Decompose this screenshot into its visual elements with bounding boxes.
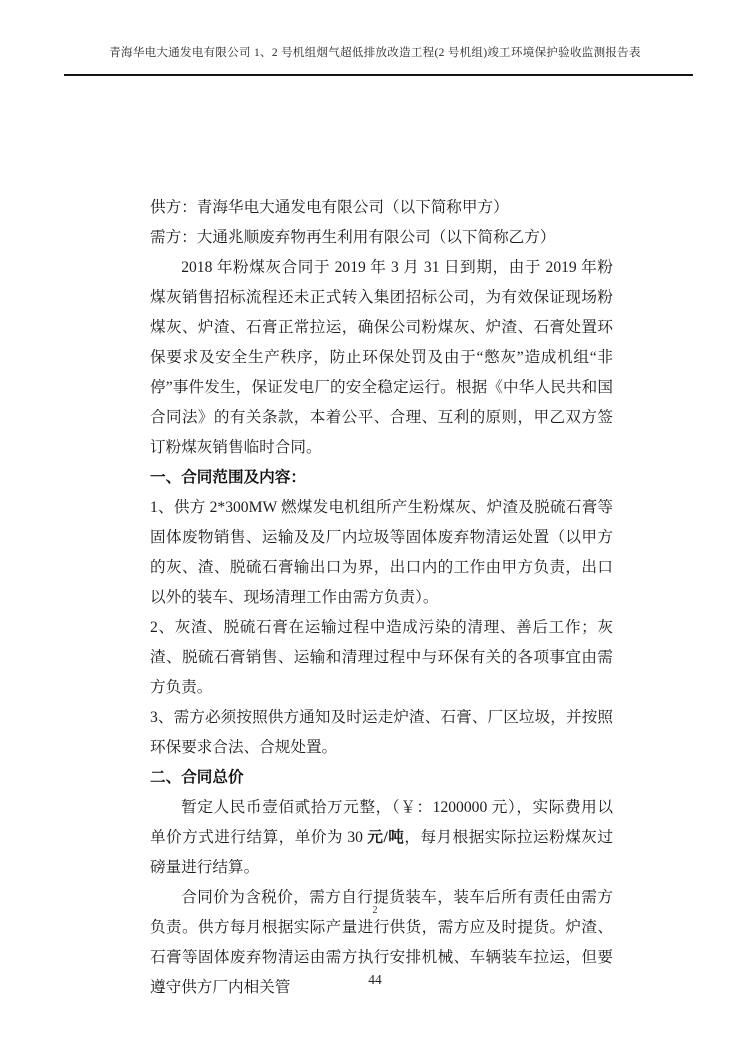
section1-item-2: 2、灰渣、脱硫石膏在运输过程中造成污染的清理、善后工作；灰渣、脱硫石膏销售、运输和清理过程中与环保有关的各项事宜由需方负责。	[150, 619, 613, 696]
contract-body	[150, 193, 613, 1003]
price-paragraph	[150, 793, 613, 883]
section1-item-1: 1、供方 2*300MW 燃煤发电机组所产生粉煤灰、炉渣及脱硫石膏等固体废物销售、运输及及厂内垃圾等固体废弃物清运处置（以甲方的灰、渣、脱硫石膏输出口为界，出口内的工作由甲方负责，出口以外的装车、现场清理工作由需方负责）。	[150, 499, 613, 606]
supplier-line: 供方：青海华电大通发电有限公司（以下简称甲方）	[150, 199, 509, 216]
price-unit-bold: 元/吨	[367, 829, 405, 846]
header-divider-rule	[64, 74, 693, 76]
buyer-line: 需方：大通兆顺废弃物再生利用有限公司（以下简称乙方）	[150, 229, 556, 246]
price-paragraph-before: 暂定人民币壹佰贰拾万元整，（￥：1200000 元），实际费用以单价方式进行结算，单价为 30	[150, 799, 613, 846]
section1-heading: 一、合同范围及内容：	[150, 469, 306, 486]
delivery-paragraph: 合同价为含税价，需方自行提货装车，装车后所有责任由需方负责。供方每月根据实际产量进行供货，需方应及时提货。炉渣、石膏等固体废弃物清运由需方执行安排机械、车辆装车拉运，但要遵守供方厂内相关管	[150, 889, 613, 996]
document-header-title: 青海华电大通发电有限公司 1、2 号机组烟气超低排放改造工程(2 号机组)竣工环境保护验收监测报告表	[109, 47, 641, 59]
section1-item-3: 3、需方必须按照供方通知及时运走炉渣、石膏、厂区垃圾，并按照环保要求合法、合规处置。	[150, 709, 613, 756]
preamble-paragraph: 2018 年粉煤灰合同于 2019 年 3 月 31 日到期，由于 2019 年粉煤灰销售招标流程还未正式转入集团招标公司，为有效保证现场粉煤灰、炉渣、石膏正常拉运，确保公司粉煤灰、炉渣、石膏处置环保要求及安全生产秩序，防止环保处罚及由于“憋灰”造成机组“非停”事件发生，保证发电厂的安全稳定运行。根据《中华人民共和国合同法》的有关条款，本着公平、合理、互利的原则，甲乙双方签订粉煤灰销售临时合同。	[150, 259, 613, 456]
inner-page-number: 2	[372, 905, 378, 916]
section2-heading: 二、合同总价	[150, 769, 244, 786]
page-number: 44	[368, 972, 382, 987]
price-paragraph-after: ，每月根据实际拉运粉煤灰过磅量进行结算。	[150, 829, 613, 876]
